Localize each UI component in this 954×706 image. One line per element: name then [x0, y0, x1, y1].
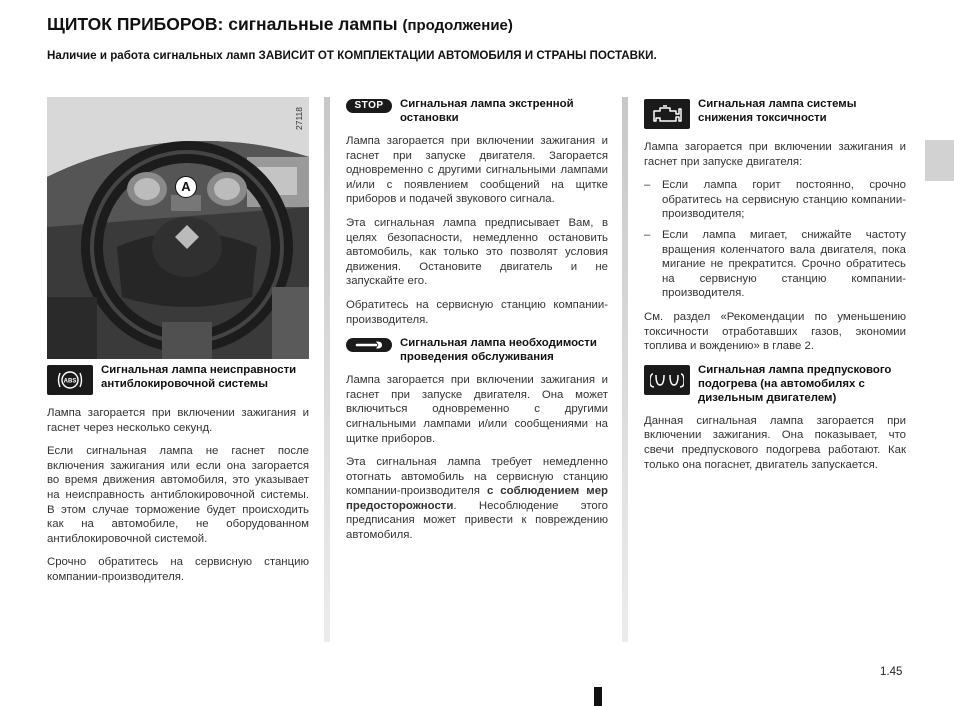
page-marker	[594, 687, 602, 706]
service-paragraph-2	[346, 455, 608, 543]
column-3	[644, 97, 906, 481]
column-separator-2	[622, 97, 628, 642]
abs-paragraph-2: Если сигнальная лампа не гаснет после включения зажигания или если она загорается во время движения автомобиля, это указывает на неисправность антиблокировочной системы. В этом случае торможение будет происходить как на автомобиле, не оборудованном антиблокировочной системой.	[47, 445, 309, 545]
abs-warning-icon	[47, 365, 93, 395]
service-lamp-title: Сигнальная лампа необходимости проведения обслуживания	[400, 337, 597, 364]
page-subtitle: Наличие и работа сигнальных ламп ЗАВИСИТ ОТ КОМПЛЕКТАЦИИ АВТОМОБИЛЯ И СТРАНЫ ПОСТАВКИ.	[47, 49, 657, 62]
stop-paragraph-1: Лампа загорается при включении зажигания и гаснет при запуске двигателя. Загорается одновременно с другими сигнальными лампами и/или с появлением сообщений на щитке приборов и подачей звукового сигнала.	[346, 135, 608, 206]
service-text-c: . Несоблюдение этого предписания может привести к повреждению автомобиля.	[346, 499, 608, 542]
abs-lamp-heading	[47, 363, 309, 397]
glow-plug-icon	[644, 365, 690, 395]
chapter-tab	[925, 140, 954, 181]
stop-lamp-heading	[346, 97, 608, 125]
engine-lamp-heading	[644, 97, 906, 131]
glow-paragraph: Данная сигнальная лампа загорается при включении зажигания. Она показывает, что свечи предпускового подогрева работают. Как только она погаснет, двигатель запускается.	[644, 414, 906, 471]
service-paragraph-1: Лампа загорается при включении зажигания и гаснет при запуске двигателя. Она может включиться одновременно с другими сигнальными лампами и/или сообщениями на щитке приборов.	[346, 374, 608, 445]
photo-code: 27118	[294, 106, 304, 130]
abs-lamp-title: Сигнальная лампа неисправности антиблокировочной системы	[101, 364, 297, 390]
stop-icon: STOP	[346, 99, 392, 113]
abs-paragraph-3: Срочно обратитесь на сервисную станцию компании-производителя.	[47, 556, 309, 583]
stop-lamp-title: Сигнальная лампа экстренной остановки	[400, 98, 574, 124]
wrench-icon	[346, 338, 392, 352]
engine-check-icon	[644, 99, 690, 129]
engine-list-item-1: – Если лампа горит постоянно, срочно обратитесь на сервисную станцию компании-производителя;	[644, 178, 906, 222]
glow-lamp-title: Сигнальная лампа предпускового подогрева (на автомобилях с дизельным двигателем)	[698, 363, 892, 404]
column-1	[47, 97, 309, 594]
column-separator-1	[324, 97, 330, 642]
dashboard-photo	[47, 97, 309, 359]
title-paren: (продолжение)	[402, 17, 513, 34]
service-lamp-heading	[346, 336, 608, 364]
engine-list-item-2: – Если лампа мигает, снижайте частоту вращения коленчатого вала двигателя, пока мигание не прекратится. Срочно обратитесь на сервисную станцию компании-производителя.	[644, 228, 906, 301]
page-title	[47, 14, 513, 35]
callout-a: A	[175, 176, 197, 198]
title-main: ЩИТОК ПРИБОРОВ:	[47, 14, 224, 34]
abs-paragraph-1: Лампа загорается при включении зажигания и гаснет через несколько секунд.	[47, 407, 309, 434]
glow-lamp-heading	[644, 363, 906, 405]
title-sub: сигнальные лампы	[223, 14, 403, 34]
stop-paragraph-2: Эта сигнальная лампа предписывает Вам, в целях безопасности, немедленно остановить автомобиль, как только это позволят условия движения. Остановите двигатель и не запускайте его.	[346, 216, 608, 288]
engine-paragraph-2: См. раздел «Рекомендации по уменьшению токсичности отработавших газов, экономии топлива и вождению» в главе 2.	[644, 310, 906, 353]
service-text-bold: с соблюдением мер предосторожности	[346, 485, 608, 512]
page-number: 1.45	[880, 666, 903, 678]
abs-icon-text: ABS	[63, 378, 77, 385]
stop-paragraph-3: Обратитесь на сервисную станцию компании-производителя.	[346, 298, 608, 326]
engine-list	[644, 178, 906, 301]
column-2	[346, 97, 608, 552]
engine-paragraph-1: Лампа загорается при включении зажигания и гаснет при запуске двигателя:	[644, 141, 906, 168]
engine-lamp-title: Сигнальная лампа системы снижения токсичности	[698, 98, 857, 124]
service-text-a: Эта сигнальная лампа требует немедленно отогнать автомобиль на сервисную станцию компании-производителя	[346, 456, 608, 498]
steering-wheel-illustration	[47, 97, 309, 359]
